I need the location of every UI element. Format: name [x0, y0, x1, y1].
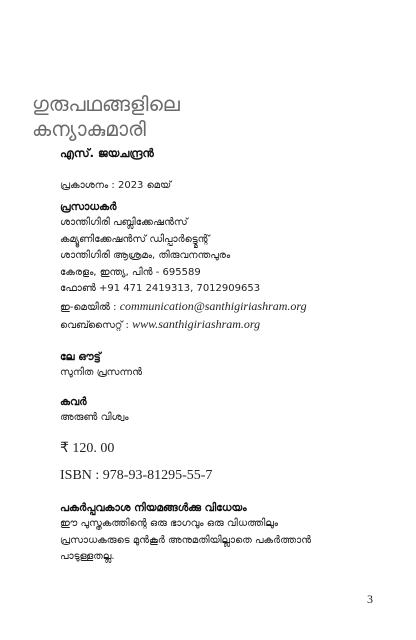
- publisher-heading: പ്രസാധകർ: [60, 201, 117, 213]
- email-line: [60, 298, 400, 317]
- copyright-heading: പകർപ്പവകാശ നിയമങ്ങൾക്കു വിധേയം: [60, 502, 247, 514]
- cover-name: അരുൺ വിശ്വം: [60, 412, 129, 423]
- copyright-line: പാടുള്ളതല്ല.: [60, 551, 115, 562]
- page-number: 3: [367, 592, 373, 606]
- publication-date: പ്രകാശനം : 2023 മെയ്: [60, 180, 172, 191]
- publisher-line: ഫോൺ +91 471 2419313, 7012909653: [60, 283, 261, 294]
- layout-credit: [60, 349, 400, 382]
- email-link[interactable]: communication@santhigiriashram.org: [119, 298, 307, 313]
- cover-heading: കവർ: [60, 396, 87, 408]
- copyright-line: ഈ പുസ്തകത്തിന്റെ ഒരു ഭാഗവും ഒരു വിധത്തിലും: [60, 518, 279, 529]
- cover-credit: [60, 394, 400, 427]
- publisher-line: കേരളം, ഇന്ത്യ, പിൻ - 695589: [60, 266, 201, 278]
- website-line: [60, 316, 400, 335]
- price: ₹ 120. 00: [60, 441, 115, 456]
- layout-heading: ലേ ഔട്ട്: [60, 351, 101, 363]
- book-title-line-1: ഗുരുപഥങ്ങളിലെ: [32, 92, 180, 116]
- email-label: ഇ-മെയിൽ :: [60, 301, 120, 313]
- copyright-notice: [60, 500, 400, 566]
- publisher-line: ശാന്തിഗിരി ആശ്രമം, തിരുവനന്തപുരം: [60, 250, 231, 261]
- isbn: ISBN : 978-93-81295-55-7: [60, 468, 213, 483]
- author-name: എസ്. ജയചന്ദ്രൻ: [60, 146, 154, 160]
- publisher-line: ശാന്തിഗിരി പബ്ലിക്കേഷൻസ്: [60, 217, 188, 228]
- website-link[interactable]: www.santhigiriashram.org: [132, 317, 261, 331]
- book-title: [32, 92, 372, 142]
- copyright-line: പ്രസാധകരുടെ മുൻകൂർ അനുമതിയില്ലാതെ പകർത്താൻ: [60, 534, 312, 546]
- publisher-line: കമ്യൂണിക്കേഷൻസ് ഡിപ്പാർട്ട്മെന്റ്: [60, 233, 210, 245]
- book-title-line-2: കന്യാകുമാരി: [32, 117, 146, 141]
- website-label: വെബ്സൈറ്റ് :: [60, 320, 133, 331]
- layout-name: സുനിത പ്രസന്നൻ: [60, 367, 143, 378]
- publisher-block: [60, 199, 400, 335]
